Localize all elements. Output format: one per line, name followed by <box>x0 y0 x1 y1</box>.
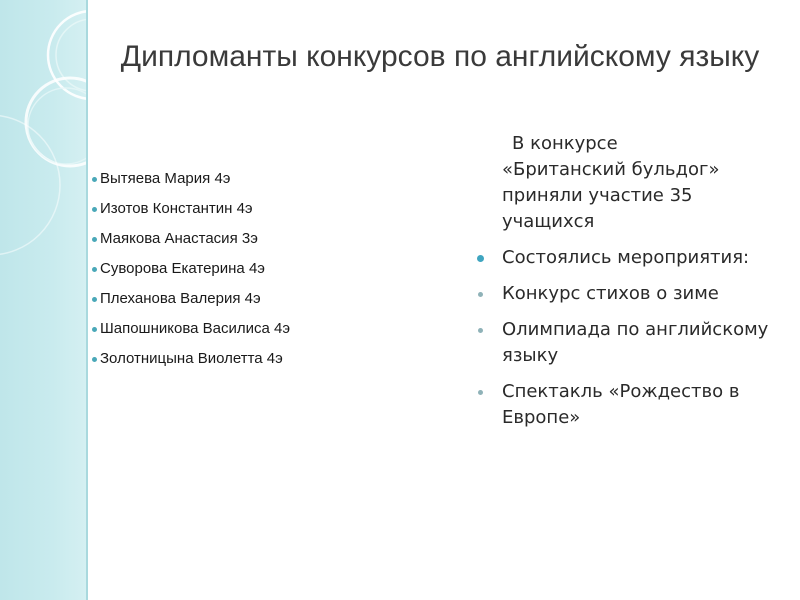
bullet-icon <box>478 390 483 395</box>
events-list <box>472 245 782 431</box>
diplomant-name: Вытяева Мария 4э <box>100 170 231 187</box>
bullet-icon <box>478 328 483 333</box>
events-heading <box>472 245 782 271</box>
band-edge-line <box>86 0 88 600</box>
list-item <box>92 164 290 194</box>
contest-intro <box>472 131 782 235</box>
intro-line: «Британский бульдог» <box>502 159 720 180</box>
diplomant-name: Изотов Константин 4э <box>100 200 253 217</box>
contest-info <box>472 131 782 441</box>
list-item <box>92 284 290 314</box>
diplomant-name: Суворова Екатерина 4э <box>100 260 265 277</box>
bullet-icon <box>92 177 97 182</box>
intro-line: учащихся <box>502 211 595 232</box>
list-item <box>472 317 782 369</box>
diplomant-name: Золотницына Виолетта 4э <box>100 350 283 367</box>
bullet-icon <box>478 292 483 297</box>
decorative-side-band <box>0 0 88 600</box>
event-text: Конкурс стихов о зиме <box>502 283 719 304</box>
decorative-circles <box>0 0 88 600</box>
diplomant-name: Шапошникова Василиса 4э <box>100 320 290 337</box>
intro-line: приняли участие 35 <box>502 185 693 206</box>
slide-title: Дипломанты конкурсов по английскому языку <box>120 40 760 73</box>
list-item <box>472 379 782 431</box>
bullet-icon <box>477 255 484 262</box>
bullet-icon <box>92 327 97 332</box>
events-heading-text: Состоялись мероприятия: <box>502 247 750 268</box>
bullet-icon <box>92 267 97 272</box>
list-item <box>472 281 782 307</box>
event-text: Олимпиада по английскому языку <box>502 319 769 366</box>
list-item <box>92 194 290 224</box>
list-item <box>92 254 290 284</box>
diplomant-name: Маякова Анастасия 3э <box>100 230 258 247</box>
bullet-icon <box>92 357 97 362</box>
bullet-icon <box>92 207 97 212</box>
event-text: Спектакль «Рождество в Европе» <box>502 381 740 428</box>
bullet-icon <box>92 297 97 302</box>
diplomants-list <box>92 164 290 374</box>
bullet-icon <box>92 237 97 242</box>
list-item <box>92 224 290 254</box>
intro-line: В конкурсе <box>512 133 618 154</box>
diplomant-name: Плеханова Валерия 4э <box>100 290 261 307</box>
list-item <box>92 344 290 374</box>
list-item <box>92 314 290 344</box>
